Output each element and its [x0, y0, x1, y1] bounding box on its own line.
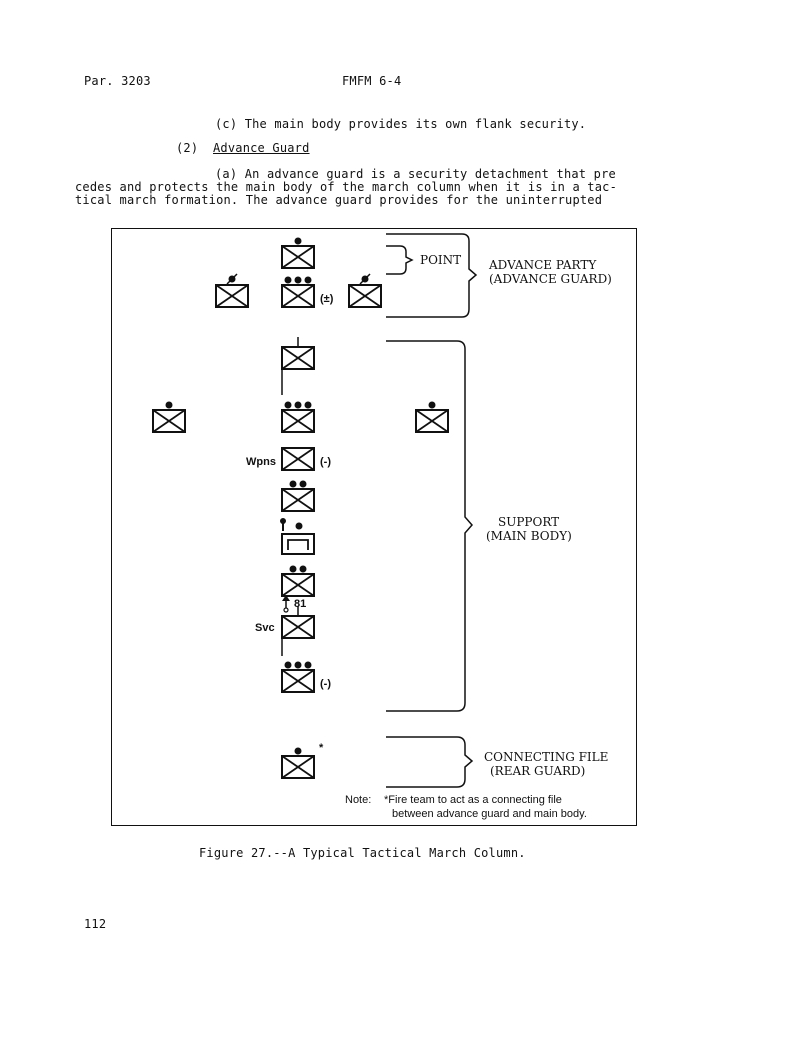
header-manual-id: FMFM 6-4	[342, 74, 402, 88]
note-prefix: Note:	[345, 794, 372, 806]
march-column-figure	[111, 228, 637, 826]
advance-guard-label: (ADVANCE GUARD)	[489, 272, 612, 286]
left-flank-team-symbol	[216, 274, 248, 307]
note-line-2: between advance guard and main body.	[392, 808, 587, 820]
point-fire-team-symbol	[282, 238, 314, 269]
connecting-file-bracket	[386, 737, 472, 787]
support-label: SUPPORT	[498, 515, 560, 529]
main-body-label: (MAIN BODY)	[486, 529, 572, 543]
support-section-symbol	[282, 481, 314, 512]
weapons-unit-symbol	[282, 448, 314, 470]
item-c-text: (c) The main body provides its own flank security.	[215, 117, 587, 131]
page-number: 112	[84, 917, 107, 931]
company-hq-symbol	[282, 337, 314, 395]
figure-caption: Figure 27.--A Typical Tactical March Column.	[199, 846, 526, 860]
right-flank-security-symbol	[416, 402, 448, 433]
support-section-2-symbol	[282, 566, 314, 597]
paragraph-line-2: cedes and protects the main body of the march column when it is in a tac-	[75, 180, 617, 194]
point-label: POINT	[420, 253, 462, 267]
advance-party-label: ADVANCE PARTY	[489, 258, 597, 272]
connecting-file-asterisk: *	[319, 742, 324, 754]
service-label: Svc	[255, 622, 275, 634]
right-flank-team-symbol	[349, 274, 381, 307]
note-line-1: *Fire team to act as a connecting file	[384, 794, 562, 806]
weapons-label: Wpns	[246, 456, 276, 468]
point-bracket	[386, 246, 412, 274]
support-bracket	[386, 341, 472, 711]
support-platoon-2-symbol	[282, 662, 314, 693]
item-2-number: (2)	[176, 141, 199, 155]
item-2-title: Advance Guard	[213, 141, 310, 155]
connecting-file-symbol	[282, 748, 314, 779]
service-unit-symbol	[282, 606, 314, 656]
rear-platoon-modifier: (-)	[320, 678, 331, 690]
advance-platoon-modifier: (±)	[320, 293, 334, 305]
advance-platoon-symbol	[282, 277, 314, 308]
support-platoon-1-symbol	[282, 402, 314, 433]
weapons-modifier: (-)	[320, 456, 331, 468]
left-flank-security-symbol	[153, 402, 185, 433]
paragraph-line-3: tical march formation. The advance guard provides for the uninterrupted	[75, 193, 603, 207]
mortar-81-label: 81	[294, 598, 307, 610]
paragraph-line-1: (a) An advance guard is a security detachment that pre	[215, 167, 616, 181]
connecting-file-label: CONNECTING FILE	[484, 750, 609, 764]
header-paragraph-ref: Par. 3203	[84, 74, 151, 88]
rear-guard-label: (REAR GUARD)	[490, 764, 586, 778]
mortar-81-marker	[282, 595, 290, 612]
special-weapons-symbol	[280, 518, 314, 554]
march-column-diagram	[112, 229, 638, 827]
